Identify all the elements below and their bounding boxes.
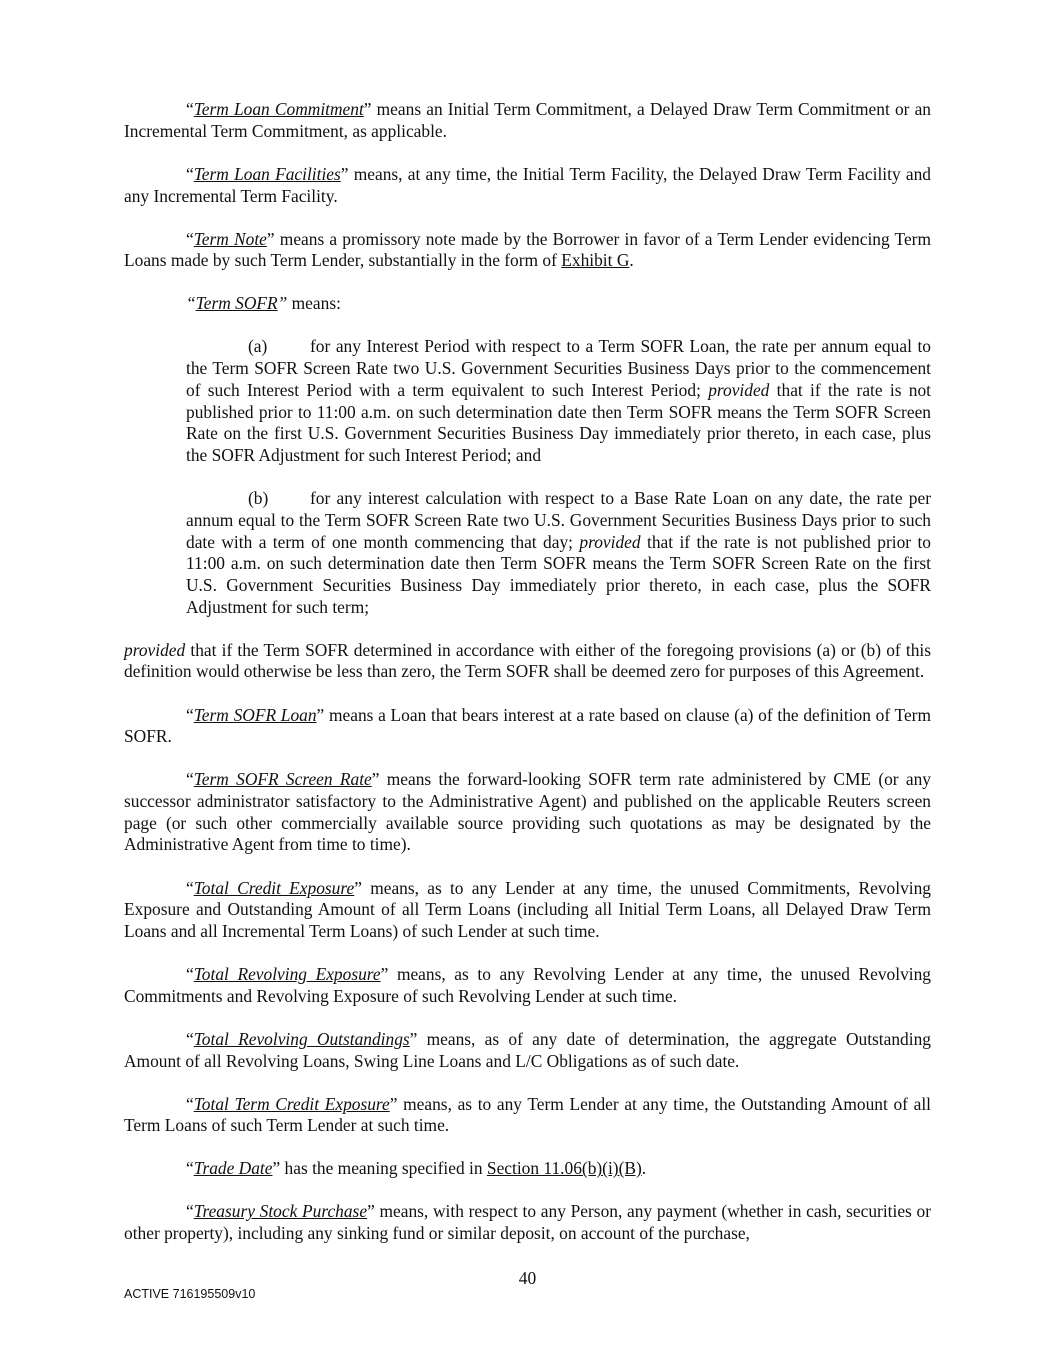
exhibit-reference: Exhibit G bbox=[561, 250, 630, 271]
defined-term: Term SOFR Loan bbox=[193, 704, 317, 725]
definition-trade-date: “Trade Date” has the meaning specified in Section 11.06(b)(i)(B). bbox=[186, 1158, 647, 1179]
definition-term-sofr-screen-rate: “Term SOFR Screen Rate” means the forward-looking SOFR term rate administered by CME (or any successor administrator satisfactory to the Administrative Agent) and published on the applicable Reuters screen page (or such other commercially available source providing such quotations as may be designated by the Administrative Agent from time to time). bbox=[124, 769, 931, 855]
defined-term: Total Revolving Outstandings bbox=[193, 1028, 410, 1049]
term-sofr-clause-b: (b) for any interest calculation with respect to a Base Rate Loan on any date, the rate per annum equal to the Term SOFR Screen Rate two U.S. Government Securities Business Days prior to such date with a term of one month commencing that day; provided that if the rate is not published prior to 11:00 a.m. on such determination date then Term SOFR means the Term SOFR Screen Rate on the first U.S. Government Securities Business Day immediately prior thereto, in each case, plus the SOFR Adjustment for such term; bbox=[186, 488, 931, 617]
defined-term: Term Loan Facilities bbox=[193, 163, 341, 184]
defined-term: Total Credit Exposure bbox=[193, 877, 355, 898]
definition-term-loan-facilities: “Term Loan Facilities” means, at any time, the Initial Term Facility, the Delayed Draw Term Facility and any Incremental Term Facility. bbox=[124, 163, 931, 206]
defined-term: Total Term Credit Exposure bbox=[193, 1093, 390, 1114]
defined-term: Term Note bbox=[193, 228, 267, 249]
definition-term-sofr: “Term SOFR” means: bbox=[186, 293, 341, 314]
term-sofr-clause-a: (a) for any Interest Period with respect to a Term SOFR Loan, the rate per annum equal to the Term SOFR Screen Rate two U.S. Government Securities Business Days prior to the commencement of such Interest Period with a term equivalent to such Interest Period; provided that if the rate is not published prior to 11:00 a.m. on such determination date then Term SOFR means the Term SOFR Screen Rate on the first U.S. Government Securities Business Day immediately prior thereto, in each case, plus the SOFR Adjustment for such Interest Period; and bbox=[186, 336, 931, 465]
definition-treasury-stock-purchase: “Treasury Stock Purchase” means, with respect to any Person, any payment (whether in cash, securities or other property), including any sinking fund or similar deposit, on account of the purchase, bbox=[124, 1201, 932, 1244]
definition-term-sofr-loan: “Term SOFR Loan” means a Loan that bears interest at a rate based on clause (a) of the definition of Term SOFR. bbox=[124, 704, 931, 747]
document-id: ACTIVE 716195509v10 bbox=[124, 1287, 256, 1301]
definition-total-term-credit-exposure: “Total Term Credit Exposure” means, as to any Term Lender at any time, the Outstanding Amount of all Term Loans of such Term Lender at such time. bbox=[124, 1093, 931, 1136]
defined-term: Term SOFR bbox=[195, 293, 278, 314]
definition-total-revolving-outstandings: “Total Revolving Outstandings” means, as of any date of determination, the aggregate Outstanding Amount of all Revolving Loans, Swing Line Loans and L/C Obligations as of such date. bbox=[124, 1028, 931, 1071]
term-sofr-proviso: provided that if the Term SOFR determined in accordance with either of the foregoing provisions (a) or (b) of this definition would otherwise be less than zero, the Term SOFR shall be deemed zero for purposes of this Agreement. bbox=[124, 639, 931, 682]
clause-label: (a) bbox=[248, 336, 268, 357]
definition-term-note: “Term Note” means a promissory note made by the Borrower in favor of a Term Lender evidencing Term Loans made by such Term Lender, substantially in the form of Exhibit G. bbox=[124, 228, 931, 271]
defined-term: Term SOFR Screen Rate bbox=[193, 769, 372, 790]
document-body bbox=[124, 99, 931, 1266]
defined-term: Trade Date bbox=[193, 1158, 273, 1179]
defined-term: Term Loan Commitment bbox=[193, 99, 364, 119]
definition-total-credit-exposure: “Total Credit Exposure” means, as to any Lender at any time, the unused Commitments, Revolving Exposure and Outstanding Amount of all Term Loans (including all Initial Term Loans, all Delayed Draw Term Loans and all Incremental Term Loans) of such Lender at such time. bbox=[124, 877, 931, 941]
defined-term: Treasury Stock Purchase bbox=[193, 1201, 368, 1222]
definition-total-revolving-exposure: “Total Revolving Exposure” means, as to any Revolving Lender at any time, the unused Revolving Commitments and Revolving Exposure of such Revolving Lender at such time. bbox=[124, 964, 931, 1006]
defined-term: Total Revolving Exposure bbox=[193, 964, 381, 984]
page-number: 40 bbox=[518, 1268, 537, 1288]
definition-term-loan-commitment: “Term Loan Commitment” means an Initial Term Commitment, a Delayed Draw Term Commitment or an Incremental Term Commitment, as applicable. bbox=[124, 99, 931, 141]
clause-label: (b) bbox=[248, 488, 269, 509]
section-reference: Section 11.06(b)(i)(B) bbox=[486, 1158, 642, 1179]
